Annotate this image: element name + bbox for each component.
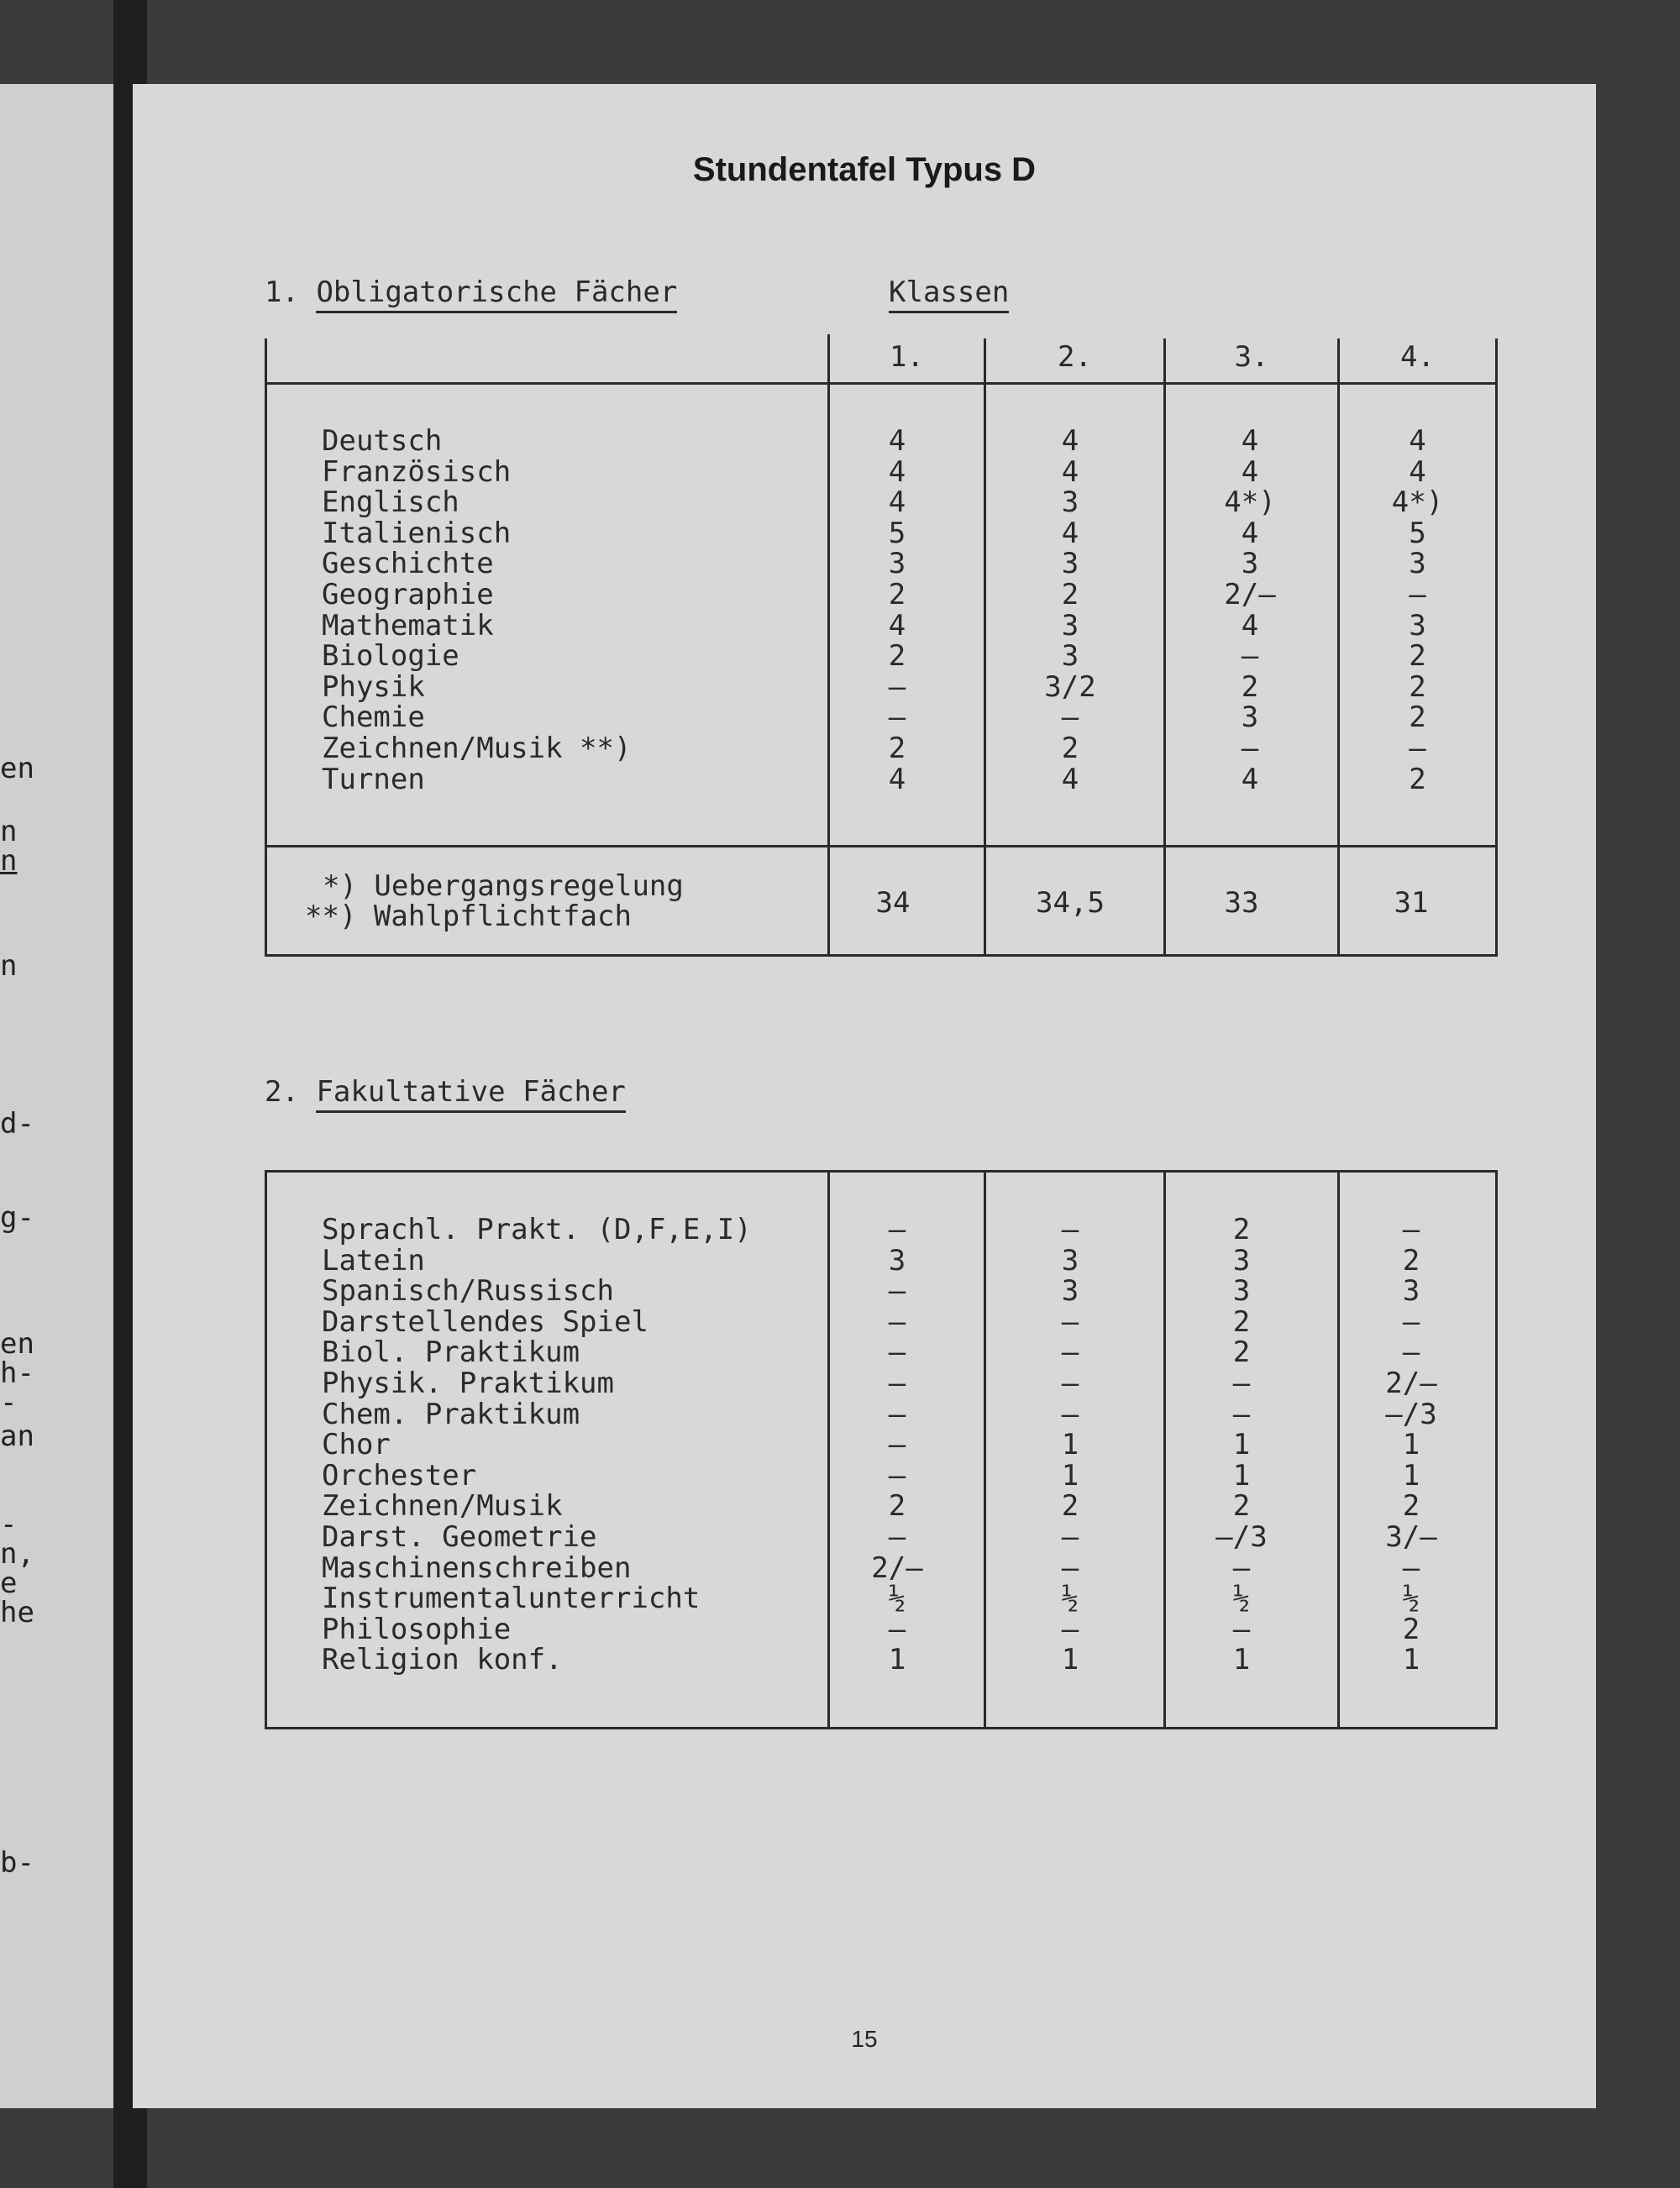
footnote-elective: **) Wahlpflichtfach (305, 900, 632, 933)
hours-cell: 4 (1241, 516, 1259, 550)
subject-list (322, 426, 631, 795)
hours-cell: 2 (1061, 577, 1079, 611)
hours-cell: – (888, 1335, 906, 1370)
left-fragment: en (0, 1327, 34, 1361)
hours-cell: 5 (1409, 516, 1426, 550)
left-fragment: n (0, 815, 18, 848)
subject-name: Darst. Geometrie (322, 1519, 597, 1554)
hours-cell: 4 (1241, 424, 1259, 458)
hours-cell: 4 (888, 608, 906, 643)
optional-class-1-hours (830, 1215, 964, 1676)
hours-cell: – (1241, 639, 1259, 674)
hours-cell: 4 (1241, 608, 1259, 643)
hours-cell: 3 (1061, 485, 1079, 520)
hours-cell: – (1061, 1397, 1079, 1431)
hours-cell: – (888, 1428, 906, 1462)
hours-cell: 2 (888, 577, 906, 611)
subject-name: Instrumentalunterricht (322, 1582, 701, 1616)
hours-cell: 2 (1061, 731, 1079, 765)
hours-cell: ½ (888, 1582, 906, 1616)
klassen-label: Klassen (889, 275, 1009, 313)
left-fragment: e (0, 1566, 18, 1600)
subject-name: Italienisch (322, 516, 512, 550)
hours-cell: 2 (888, 1489, 906, 1524)
hours-cell: 2 (888, 639, 906, 674)
hours-cell: 3 (1061, 1274, 1079, 1309)
hours-cell: 4 (1409, 454, 1426, 489)
footnotes (305, 871, 684, 931)
hours-cell: 1 (1061, 1643, 1079, 1677)
left-fragment: an (0, 1419, 34, 1453)
subject-name: Mathematik (322, 608, 494, 643)
subject-name: Zeichnen/Musik (322, 1489, 563, 1524)
hours-cell: 3 (1061, 608, 1079, 643)
hours-cell: 2/– (1224, 577, 1276, 611)
hours-cell: 2 (1232, 1213, 1251, 1246)
subject-name: Englisch (322, 485, 459, 520)
hours-cell: – (888, 669, 906, 704)
footnote-transition: *) Uebergangsregelung (323, 869, 684, 903)
hours-cell: – (1061, 1519, 1079, 1554)
hours-cell: 3/– (1385, 1519, 1437, 1554)
subject-name: Physik (322, 669, 425, 704)
subject-name: Biol. Praktikum (322, 1335, 580, 1370)
subject-name: Orchester (322, 1458, 477, 1493)
hours-cell: 2 (1402, 1612, 1420, 1646)
section1-title: Obligatorische Fächer (316, 275, 677, 313)
subject-name: Maschinenschreiben (322, 1550, 632, 1585)
hours-cell: 4 (1061, 424, 1079, 458)
hours-cell: – (1232, 1397, 1251, 1431)
hours-cell: 2 (1409, 669, 1426, 704)
hours-cell: ½ (1402, 1582, 1420, 1616)
hours-cell: 2 (1061, 1489, 1079, 1524)
hours-cell: – (888, 1397, 906, 1431)
hours-cell: – (1061, 1612, 1079, 1646)
hours-cell: – (1402, 1213, 1420, 1246)
section2-heading (265, 1075, 626, 1109)
subject-name: Turnen (322, 762, 425, 796)
hours-cell: – (1061, 1366, 1079, 1400)
hours-cell: 3 (1061, 639, 1079, 674)
hours-cell: 1 (888, 1643, 906, 1677)
hours-cell: –/3 (1215, 1519, 1268, 1554)
optional-class-4-hours (1340, 1215, 1483, 1676)
hours-cell: 4 (888, 485, 906, 520)
subject-name: Geographie (322, 577, 494, 611)
totals-divider (267, 845, 1495, 847)
hours-cell: – (1061, 700, 1079, 735)
class-1-hours (830, 426, 964, 795)
hours-cell: 2 (888, 731, 906, 765)
section2-title: Fakultative Fächer (316, 1075, 625, 1113)
optional-subject-list (322, 1215, 752, 1676)
hours-cell: 1 (1061, 1458, 1079, 1493)
hours-cell: 3 (1232, 1274, 1251, 1309)
hours-cell: – (1061, 1550, 1079, 1585)
class-header-3: 3. (1234, 340, 1269, 374)
section1-heading (265, 275, 677, 309)
hours-cell: 3 (1241, 700, 1259, 735)
subject-name: Französisch (322, 454, 512, 489)
class-4-hours (1340, 426, 1495, 795)
left-fragment: - (0, 1508, 18, 1541)
hours-cell: – (888, 700, 906, 735)
page-number: 15 (851, 2026, 878, 2052)
subject-name: Geschichte (322, 547, 494, 581)
hours-cell: 3 (888, 1243, 906, 1278)
optional-subjects-table (265, 1170, 1498, 1729)
hours-cell: 3 (1232, 1243, 1251, 1278)
hours-cell: 4 (888, 424, 906, 458)
hours-cell: – (1402, 1550, 1420, 1585)
subject-name: Chemie (322, 700, 425, 735)
subject-name: Chor (322, 1428, 391, 1462)
left-fragment: n (0, 844, 18, 878)
hours-cell: ½ (1061, 1582, 1079, 1616)
hours-cell: – (1409, 731, 1426, 765)
hours-cell: 2 (1402, 1243, 1420, 1278)
total-class-2: 34,5 (1036, 886, 1105, 920)
hours-cell: – (1402, 1335, 1420, 1370)
hours-cell: 2 (1402, 1489, 1420, 1524)
subject-name: Zeichnen/Musik **) (322, 731, 632, 765)
hours-cell: – (888, 1519, 906, 1554)
hours-cell: ½ (1232, 1582, 1251, 1616)
left-fragment: d- (0, 1107, 34, 1141)
document-page (133, 84, 1596, 2108)
hours-cell: – (1061, 1335, 1079, 1370)
page-title: Stundentafel Typus D (692, 151, 1037, 188)
subject-name: Spanisch/Russisch (322, 1274, 614, 1309)
hours-cell: 3 (1409, 608, 1426, 643)
hours-cell: 1 (1402, 1458, 1420, 1493)
subject-name: Philosophie (322, 1612, 512, 1646)
left-fragment: n, (0, 1537, 34, 1571)
class-header-4: 4. (1400, 340, 1435, 374)
subject-name: Deutsch (322, 424, 443, 458)
hours-cell: – (888, 1274, 906, 1309)
hours-cell: 5 (888, 516, 906, 550)
hours-cell: 4 (1061, 516, 1079, 550)
hours-cell: – (888, 1366, 906, 1400)
hours-cell: 2 (1232, 1335, 1251, 1370)
left-fragment: h- (0, 1356, 34, 1390)
hours-cell: 4 (1241, 454, 1259, 489)
hours-cell: 2 (1232, 1489, 1251, 1524)
hours-cell: – (1402, 1304, 1420, 1339)
left-fragment: n (0, 949, 18, 983)
obligatory-subjects-table (265, 338, 1498, 957)
hours-cell: – (1232, 1550, 1251, 1585)
subject-name: Darstellendes Spiel (322, 1304, 648, 1339)
hours-cell: 4 (1061, 454, 1079, 489)
hours-cell: 3 (1241, 547, 1259, 581)
subject-name: Biologie (322, 639, 459, 674)
class-2-hours (986, 426, 1154, 795)
hours-cell: 2 (1409, 762, 1426, 796)
hours-cell: 3 (1402, 1274, 1420, 1309)
hours-cell: 4 (888, 454, 906, 489)
section1-number: 1. (265, 275, 299, 309)
hours-cell: – (1232, 1612, 1251, 1646)
subject-name: Latein (322, 1243, 425, 1278)
hours-cell: 1 (1061, 1428, 1079, 1462)
hours-cell: 3 (1061, 1243, 1079, 1278)
hours-cell: 4*) (1391, 485, 1444, 520)
hours-cell: – (888, 1612, 906, 1646)
class-3-hours (1166, 426, 1334, 795)
hours-cell: 1 (1232, 1458, 1251, 1493)
hours-cell: 2 (1409, 639, 1426, 674)
hours-cell: 2 (1232, 1304, 1251, 1339)
header-divider (267, 382, 1495, 385)
hours-cell: 1 (1402, 1643, 1420, 1677)
hours-cell: 1 (1232, 1428, 1251, 1462)
hours-cell: 4 (888, 762, 906, 796)
subject-name: Sprachl. Prakt. (D,F,E,I) (322, 1213, 752, 1246)
subject-name: Physik. Praktikum (322, 1366, 614, 1400)
hours-cell: 3 (1409, 547, 1426, 581)
optional-class-2-hours (986, 1215, 1154, 1676)
left-fragment: - (0, 1386, 18, 1419)
hours-cell: – (1061, 1304, 1079, 1339)
hours-cell: 3/2 (1044, 669, 1096, 704)
hours-cell: – (888, 1458, 906, 1493)
hours-cell: 3 (1061, 547, 1079, 581)
hours-cell: 2/– (1385, 1366, 1437, 1400)
hours-cell: 4 (1409, 424, 1426, 458)
hours-cell: 4*) (1224, 485, 1276, 520)
left-fragment: g- (0, 1201, 34, 1235)
left-fragment: en (0, 752, 34, 785)
left-fragment: he (0, 1596, 34, 1629)
hours-cell: 3 (888, 547, 906, 581)
hours-cell: – (888, 1213, 906, 1246)
hours-cell: – (1232, 1366, 1251, 1400)
total-class-1: 34 (875, 886, 911, 920)
hours-cell: 4 (1061, 762, 1079, 796)
subject-name: Chem. Praktikum (322, 1397, 580, 1431)
hours-cell: 2/– (871, 1550, 923, 1585)
class-header-1: 1. (890, 340, 924, 374)
left-fragment: b- (0, 1846, 34, 1880)
hours-cell: – (1061, 1213, 1079, 1246)
hours-cell: –/3 (1385, 1397, 1437, 1431)
hours-cell: 2 (1409, 700, 1426, 735)
subject-name: Religion konf. (322, 1643, 563, 1677)
hours-cell: 1 (1232, 1643, 1251, 1677)
hours-cell: 4 (1241, 762, 1259, 796)
hours-cell: – (1409, 577, 1426, 611)
total-class-4: 31 (1394, 886, 1429, 920)
class-header-2: 2. (1058, 340, 1092, 374)
optional-class-3-hours (1166, 1215, 1317, 1676)
section2-number: 2. (265, 1075, 299, 1109)
hours-cell: – (888, 1304, 906, 1339)
total-class-3: 33 (1224, 886, 1259, 920)
hours-cell: 1 (1402, 1428, 1420, 1462)
hours-cell: 2 (1241, 669, 1259, 704)
hours-cell: – (1241, 731, 1259, 765)
